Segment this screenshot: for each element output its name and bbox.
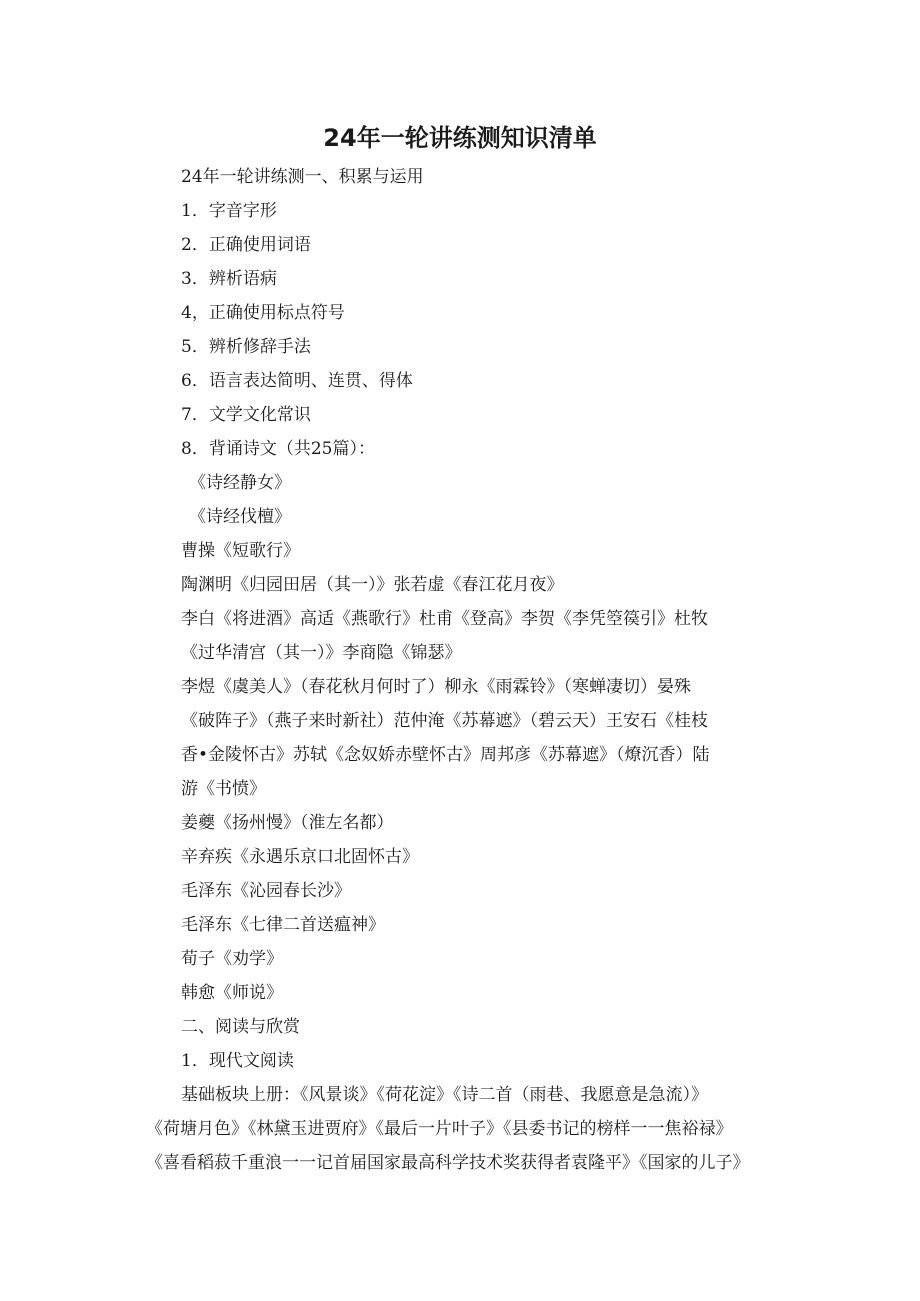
section-heading: 24年一轮讲练测一、积累与运用 <box>181 167 424 187</box>
poem-entry: 李煜《虞美人》（春花秋月何时了）柳永《雨霖铃》（寒蝉凄切）晏殊 <box>181 677 691 697</box>
paragraph-line: 《喜看稻菽千重浪一一记首届国家最高科学技术奖获得者袁隆平》《国家的儿子》 <box>146 1153 750 1173</box>
poem-entry: 韩愈《师说》 <box>181 983 283 1003</box>
poem-entry: 姜夔《扬州慢》（淮左名都） <box>181 813 394 833</box>
paragraph-line: 《荷塘月色》《林黛玉进贾府》《最后一片叶子》《县委书记的榜样一一焦裕禄》 <box>146 1119 733 1139</box>
poem-entry: 《破阵子》（燕子来时新社）范仲淹《苏幕遮》（碧云天）王安石《桂枝 <box>181 711 708 731</box>
list-item: 7．文学文化常识 <box>181 405 311 425</box>
poem-entry: 游《书愤》 <box>181 779 266 799</box>
poem-entry: 毛泽东《七律二首送瘟神》 <box>181 915 385 935</box>
section-heading: 二、阅读与欣赏 <box>181 1017 300 1037</box>
paragraph-line: 基础板块上册：《风景谈》《荷花淀》《诗二首（雨巷、我愿意是急流）》 <box>181 1085 708 1105</box>
poem-entry: 《过华清宫（其一）》李商隐《锦瑟》 <box>181 643 462 663</box>
page-title: 24年一轮讲练测知识清单 <box>323 124 597 152</box>
poem-entry: 《诗经伐檀》 <box>189 507 291 527</box>
poem-entry: 曹操《短歌行》 <box>181 541 300 561</box>
poem-entry: 李白《将进酒》高适《燕歌行》杜甫《登高》李贺《李凭箜篌引》杜牧 <box>181 609 708 629</box>
list-item: 1．字音字形 <box>181 201 277 221</box>
list-item: 6．语言表达简明、连贯、得体 <box>181 371 413 391</box>
poem-entry: 香•金陵怀古》苏轼《念奴娇赤壁怀古》周邦彦《苏幕遮》（燎沉香）陆 <box>181 745 710 765</box>
poem-entry: 《诗经静女》 <box>189 473 291 493</box>
list-item: 8．背诵诗文（共25篇）： <box>181 439 375 459</box>
list-item: 1．现代文阅读 <box>181 1051 294 1071</box>
poem-entry: 辛弃疾《永遇乐京口北固怀古》 <box>181 847 419 867</box>
list-item: 3．辨析语病 <box>181 269 277 289</box>
list-item: 5．辨析修辞手法 <box>181 337 311 357</box>
list-item: 4，正确使用标点符号 <box>181 303 345 323</box>
poem-entry: 荀子《劝学》 <box>181 949 283 969</box>
poem-entry: 陶渊明《归园田居（其一）》张若虚《春江花月夜》 <box>181 575 564 595</box>
poem-entry: 毛泽东《沁园春长沙》 <box>181 881 351 901</box>
list-item: 2．正确使用词语 <box>181 235 311 255</box>
